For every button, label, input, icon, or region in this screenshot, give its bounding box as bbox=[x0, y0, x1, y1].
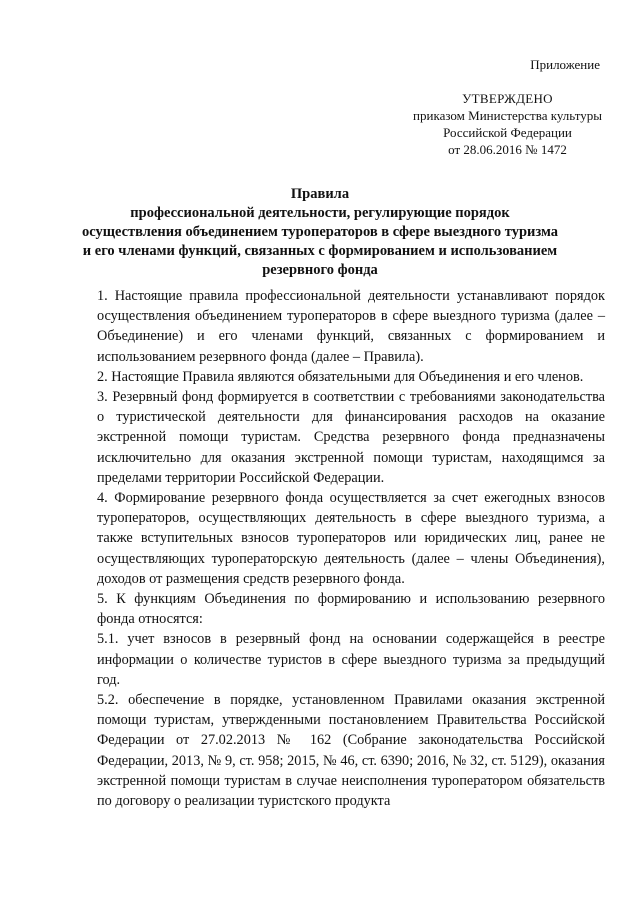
paragraph-2: 2. Настоящие Правила являются обязательными для Объединения и его членов. bbox=[97, 368, 584, 385]
paragraph-5-2: 5.2. обеспечение в порядке, установленном Правилами оказания экстренной помощи туристам, утвержденными постановлением Правительства Российской Федерации от 27.02.2013 № 162 (Собрание законодательства Российской Федерации, 2013, № 9, ст. 958; 2015, № 46, ст. 6390; 2016, № 32, ст. 5129), оказания экстренной помощи туристам в случае неисполнения туроператором обязательств по договору о реализации туристского продукта bbox=[97, 692, 605, 810]
paragraph-5-1: 5.1. учет взносов в резервный фонд на основании содержащейся в реестре информации о количестве туристов в сфере выездного туризма за предыдущий год. bbox=[97, 631, 605, 688]
paragraph-4: 4. Формирование резервного фонда осуществляется за счет ежегодных взносов туроператоров, осуществляющих деятельность в сфере выездного туризма, а также вступительных взносов туроператоров или юридических лиц, ранее не осуществляющих туроператорскую деятельность (далее – члены Объединения), доходов от размещения средств резервного фонда. bbox=[97, 490, 605, 587]
paragraph-5: 5. К функциям Объединения по формированию и использованию резервного фонда относятся: bbox=[97, 591, 605, 628]
approved-label: УТВЕРЖДЕНО bbox=[462, 91, 553, 106]
approval-block bbox=[400, 90, 615, 158]
title-line-3: осуществления объединением туроператоров в сфере выездного туризма bbox=[81, 224, 559, 240]
approved-by-line1: приказом Министерства культуры bbox=[413, 108, 602, 123]
title-line-5: резервного фонда bbox=[262, 262, 378, 278]
document-title bbox=[80, 185, 560, 280]
approved-date: от 28.06.2016 № 1472 bbox=[448, 142, 567, 157]
paragraph-3: 3. Резервный фонд формируется в соответствии с требованиями законодательства о туристической деятельности для финансирования расходов на оказание экстренной помощи туристам. Средства резервного фонда предназначены исключительно для оказания экстренной помощи туристам, находящимся за пределами территории Российской Федерации. bbox=[97, 389, 605, 486]
title-line-1: Правила bbox=[290, 186, 350, 202]
approved-by-line2: Российской Федерации bbox=[443, 125, 572, 140]
paragraph-1: 1. Настоящие правила профессиональной деятельности устанавливают порядок осуществления объединением туроператоров в сфере выездного туризма (далее – Объединение) и его членами функций, связанных с формированием и использованием резервного фонда (далее – Правила). bbox=[97, 288, 605, 365]
document-body bbox=[97, 286, 605, 811]
title-line-2: профессиональной деятельности, регулирующие порядок bbox=[130, 205, 510, 221]
title-line-4: и его членами функций, связанных с формированием и использованием bbox=[82, 243, 558, 259]
appendix-label: Приложение bbox=[530, 57, 600, 72]
